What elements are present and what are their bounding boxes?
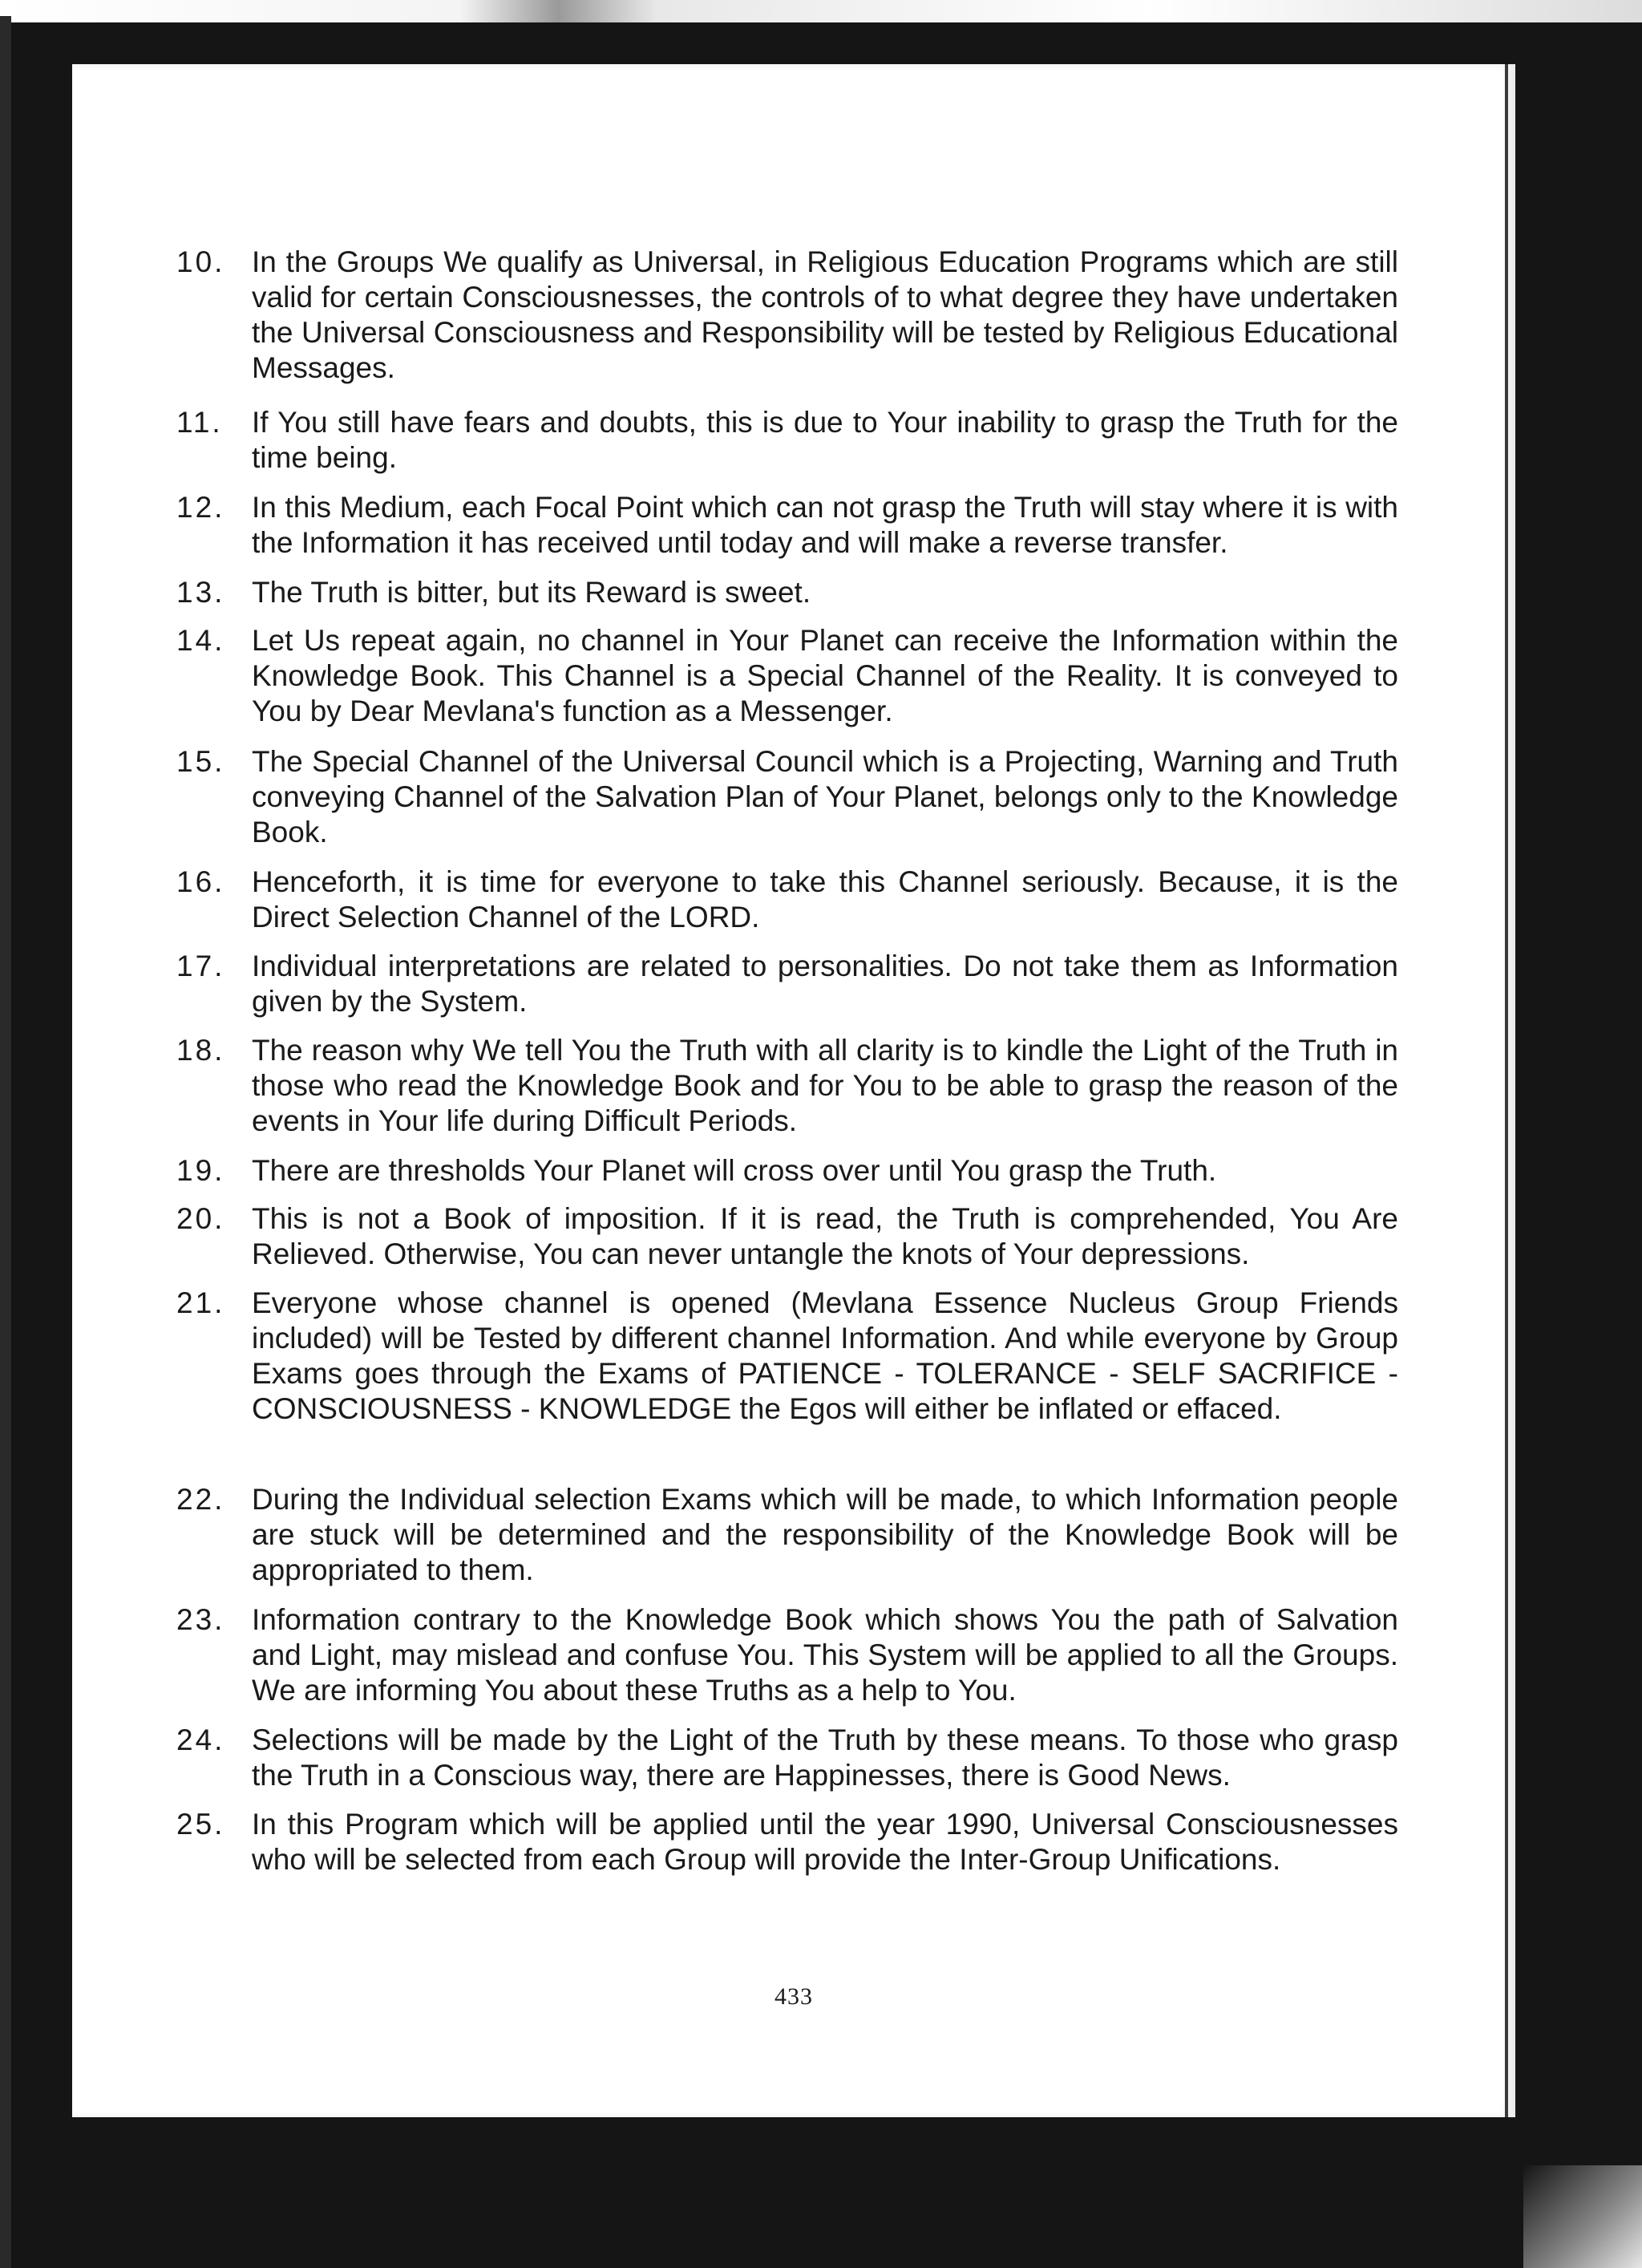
item-number: 11. — [176, 406, 223, 439]
item-text: Henceforth, it is time for everyone to take this Channel seriously. Because, it is the Direct Selection Channel of the LORD. — [252, 865, 1398, 934]
page-content — [72, 64, 1515, 2117]
item-text: The reason why We tell You the Truth with all clarity is to kindle the Light of the Truth in those who read the Knowledge Book and for You to be able to grasp the reason of the events in Your life during Difficult Periods. — [252, 1034, 1398, 1137]
item-number: 25. — [176, 1808, 225, 1841]
item-number: 13. — [176, 576, 225, 609]
item-number: 19. — [176, 1154, 225, 1187]
item-number: 17. — [176, 950, 225, 982]
item-number: 18. — [176, 1034, 225, 1067]
item-number: 10. — [176, 245, 225, 278]
item-text: If You still have fears and doubts, this is due to Your inability to grasp the Truth for the time being. — [252, 406, 1398, 474]
item-text: During the Individual selection Exams which will be made, to which Information people are stuck will be determined and the responsibility of the Knowledge Book will be appropriated to them. — [252, 1483, 1398, 1586]
item-text: Individual interpretations are related to personalities. Do not take them as Information given by the System. — [252, 950, 1398, 1018]
item-number: 23. — [176, 1603, 225, 1636]
item-number: 24. — [176, 1723, 225, 1756]
item-number: 12. — [176, 491, 225, 524]
scan-corner-shadow — [1523, 2165, 1642, 2268]
item-number: 20. — [176, 1202, 225, 1235]
item-number: 22. — [176, 1483, 225, 1516]
item-text: This is not a Book of imposition. If it is read, the Truth is comprehended, You Are Relieved. Otherwise, You can never untangle the knots of Your depressions. — [252, 1202, 1398, 1270]
item-text: The Special Channel of the Universal Council which is a Projecting, Warning and Truth conveying Channel of the Salvation Plan of Your Planet, belongs only to the Knowledge Book. — [252, 745, 1398, 848]
item-number: 15. — [176, 745, 225, 778]
item-number: 21. — [176, 1286, 225, 1319]
item-text: The Truth is bitter, but its Reward is sweet. — [252, 576, 811, 609]
item-text: Everyone whose channel is opened (Mevlana Essence Nucleus Group Friends included) will be Tested by different channel Information. And while everyone by Group Exams goes through the Exams of PATIENCE - TOLERANCE - SELF SACRIFICE - CONSCIOUSNESS - KNOWLEDGE the Egos will either be inflated or effaced. — [252, 1286, 1398, 1425]
page-number: 433 — [774, 1983, 813, 2010]
item-number: 14. — [176, 624, 225, 657]
item-text: In this Program which will be applied until the year 1990, Universal Consciousnesses who will be selected from each Group will provide the Inter-Group Unifications. — [252, 1808, 1398, 1876]
item-text: There are thresholds Your Planet will cross over until You grasp the Truth. — [252, 1154, 1217, 1187]
book-page — [72, 64, 1515, 2117]
scan-left-edge — [0, 16, 11, 2268]
item-text: In the Groups We qualify as Universal, in Religious Education Programs which are still valid for certain Consciousnesses, the controls of to what degree they have undertaken the Universal Consciousness and Responsibility will be tested by Religious Educational Messages. — [252, 245, 1398, 384]
scan-page-edge — [1505, 64, 1508, 2117]
item-text: Let Us repeat again, no channel in Your Planet can receive the Information within the Knowledge Book. This Channel is a Special Channel of the Reality. It is conveyed to You by Dear Mevlana's function as a Messenger. — [252, 624, 1398, 727]
scan-top-edge — [0, 0, 1642, 22]
item-text: In this Medium, each Focal Point which can not grasp the Truth will stay where it is with the Information it has received until today and will make a reverse transfer. — [252, 491, 1398, 559]
item-text: Selections will be made by the Light of the Truth by these means. To those who grasp the Truth in a Conscious way, there are Happinesses, there is Good News. — [252, 1723, 1398, 1792]
item-text: Information contrary to the Knowledge Book which shows You the path of Salvation and Light, may mislead and confuse You. This System will be applied to all the Groups. We are informing You about these Truths as a help to You. — [252, 1603, 1398, 1707]
item-number: 16. — [176, 865, 225, 898]
